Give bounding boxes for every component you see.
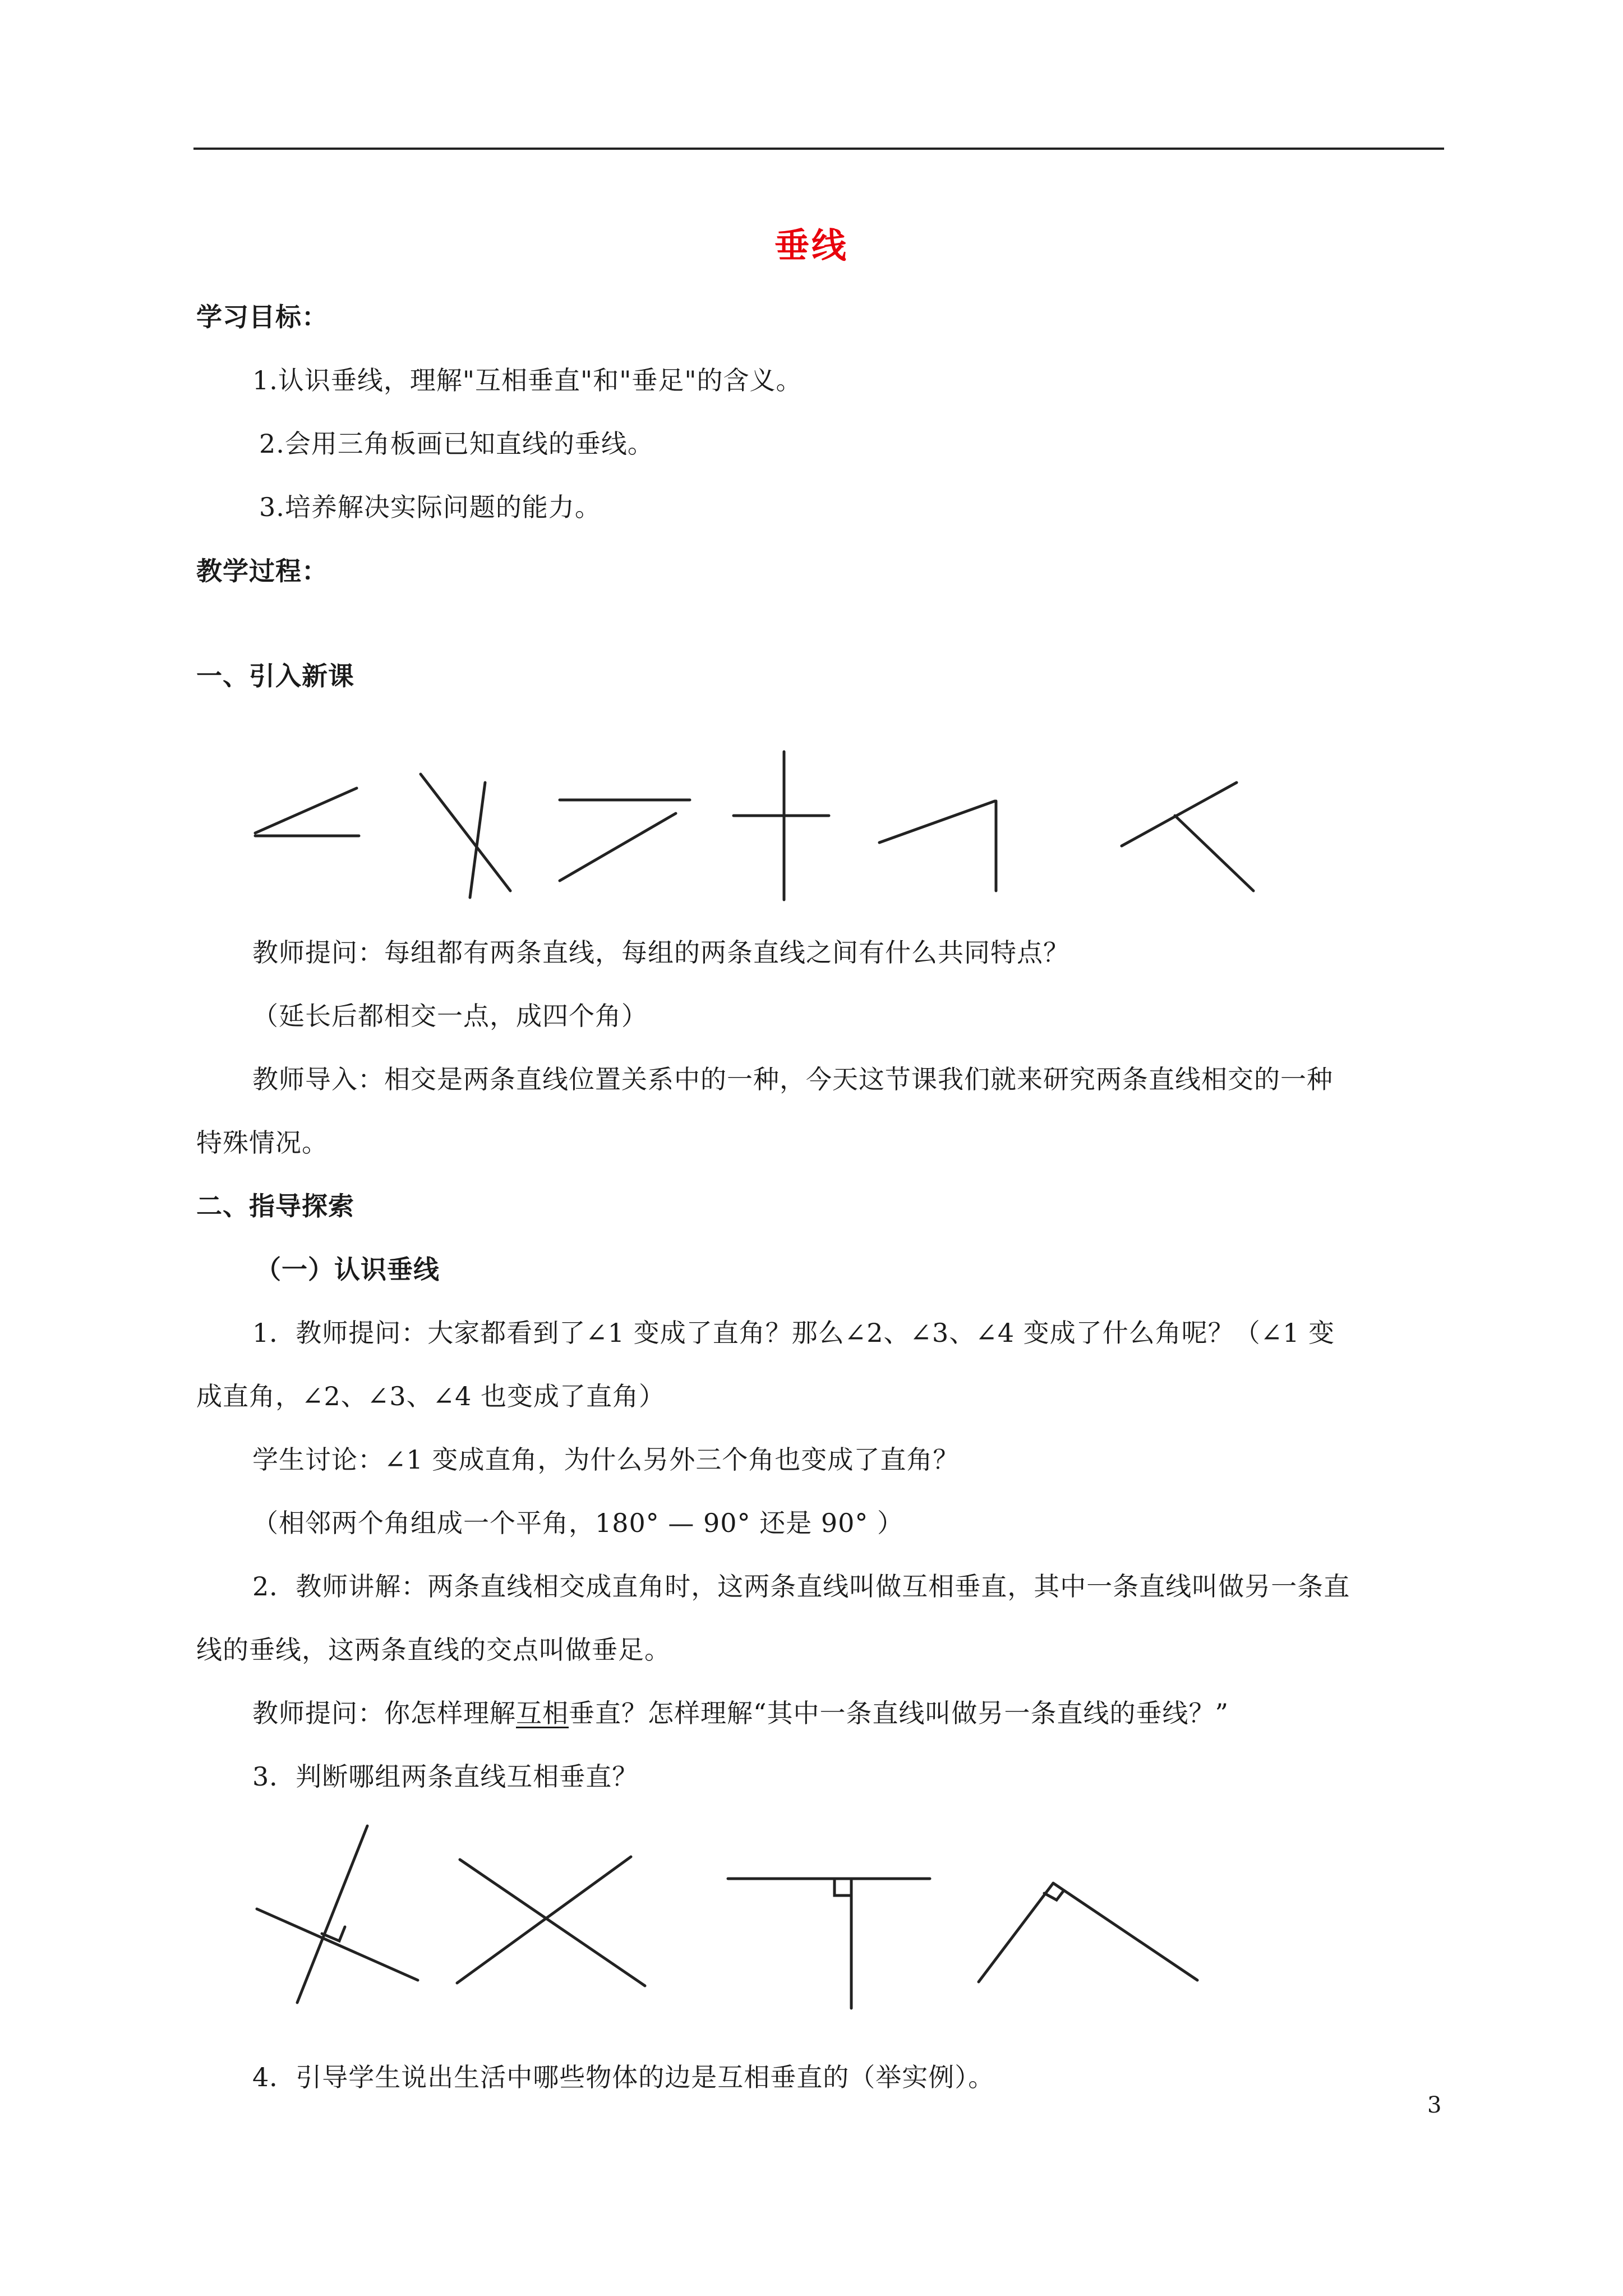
objective-1: 1.认识垂线，理解"互相垂直"和"垂足"的含义。 [252, 365, 803, 395]
line-pairs-figure [0, 752, 1623, 931]
judge-pair-4 [979, 1883, 1197, 1982]
paragraph-3: 3．判断哪组两条直线互相垂直？ [252, 1761, 639, 1792]
objective-2: 2.会用三角板画已知直线的垂线。 [259, 429, 654, 459]
header-rule [193, 148, 1444, 150]
student-discussion: 学生讨论：∠1 变成直角，为什么另外三个角也变成了直角？ [252, 1444, 960, 1475]
subsection-heading: （一）认识垂线 [255, 1254, 440, 1285]
teacher-intro-line1: 教师导入：相交是两条直线位置关系中的一种，今天这节课我们就来研究两条直线相交的一种 [252, 1064, 1333, 1094]
judge-pair-1 [257, 1826, 418, 2003]
teacher-question-2 [252, 1696, 1229, 1730]
discussion-answer: （相邻两个角组成一个平角，180° — 90° 还是 90° ） [252, 1508, 903, 1538]
paragraph-4: 4．引导学生说出生活中哪些物体的边是互相垂直的（举实例）。 [252, 2062, 995, 2092]
paragraph-2-line2: 线的垂线，这两条直线的交点叫做垂足。 [196, 1635, 671, 1665]
objective-3: 3.培养解决实际问题的能力。 [259, 492, 601, 522]
section2-heading: 二、指导探索 [196, 1191, 354, 1221]
page-title: 垂线 [774, 225, 849, 266]
paragraph-1-line2: 成直角，∠2、∠3、∠4 也变成了直角） [196, 1381, 666, 1411]
teacher-question-1: 教师提问：每组都有两条直线，每组的两条直线之间有什么共同特点？ [252, 937, 1069, 968]
line-pair-3 [560, 800, 690, 881]
question-2-suffix: 垂直？怎样理解“其中一条直线叫做另一条直线的垂线？” [569, 1698, 1229, 1728]
question-2-underlined: 互相 [516, 1698, 569, 1728]
paragraph-2-line1: 2．教师讲解：两条直线相交成直角时，这两条直线叫做互相垂直，其中一条直线叫做另一条直 [252, 1571, 1350, 1602]
line-pair-1 [255, 788, 359, 836]
section1-heading: 一、引入新课 [196, 661, 354, 691]
page-number: 3 [1427, 2092, 1442, 2118]
answer-1: （延长后都相交一点，成四个角） [252, 1001, 648, 1031]
line-pair-4 [734, 752, 829, 900]
paragraph-1-line1: 1．教师提问：大家都看到了∠1 变成了直角？那么∠2、∠3、∠4 变成了什么角呢？（∠1 变 [252, 1318, 1335, 1348]
line-pair-2 [421, 774, 510, 898]
teacher-intro-line2: 特殊情况。 [196, 1128, 328, 1158]
line-pair-5 [879, 801, 996, 891]
objectives-heading: 学习目标： [196, 302, 328, 332]
line-pair-6 [1122, 783, 1253, 891]
process-heading: 教学过程： [196, 556, 328, 586]
perpendicular-judgement-figure [0, 1826, 1623, 2028]
judge-pair-2 [457, 1857, 645, 1986]
judge-pair-3 [728, 1879, 930, 2008]
question-2-prefix: 教师提问：你怎样理解 [252, 1698, 516, 1728]
